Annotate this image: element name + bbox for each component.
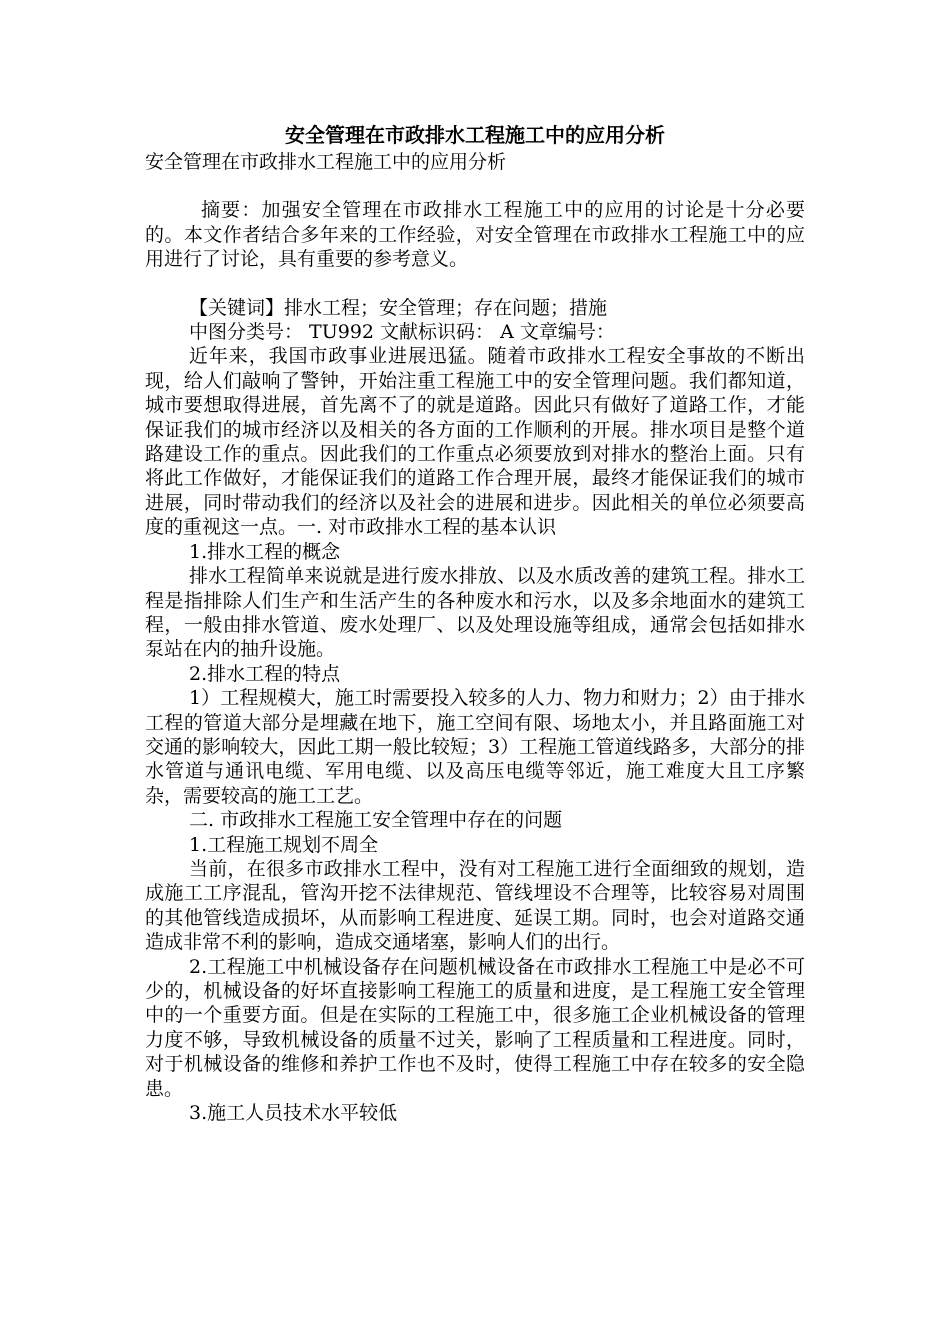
spacer: [145, 174, 805, 198]
keywords-line: 【关键词】排水工程；安全管理；存在问题；措施: [189, 296, 608, 319]
chapter-heading: 二. 市政排水工程施工安全管理中存在的问题: [189, 809, 563, 832]
section-heading: 2.排水工程的特点: [189, 662, 341, 685]
intro-paragraph: 近年来，我国市政事业进展迅猛。随着市政排水工程安全事故的不断出现，给人们敲响了警钟，开始注重工程施工中的安全管理问题。我们都知道，城市要想取得进展，首先离不了的就是道路。因此只有做好了道路工作，才能保证我们的城市经济以及相关的各方面的工作顺利的开展。排水项目是整个道路建设工作的重点。因此我们的工作重点必须要放到对排水的整治上面。只有将此工作做好，才能保证我们的道路工作合理开展，最终才能保证我们的城市进展，同时带动我们的经济以及社会的进展和进步。因此相关的单位必须要高度的重视这一点。一. 对市政排水工程的基本认识: [145, 345, 805, 539]
section-heading: 1.排水工程的概念: [189, 540, 341, 563]
abstract-paragraph: 摘要：加强安全管理在市政排水工程施工中的应用的讨论是十分必要的。本文作者结合多年来的工作经验，对安全管理在市政排水工程施工中的应用进行了讨论，具有重要的参考意义。: [145, 199, 805, 271]
section-heading: 3.施工人员技术水平较低: [189, 1102, 398, 1125]
body-paragraph: 2.工程施工中机械设备存在问题机械设备在市政排水工程施工中是必不可少的，机械设备的好坏直接影响工程施工的质量和进度，是工程施工安全管理中的一个重要方面。但是在实际的工程施工中，很多施工企业机械设备的管理力度不够，导致机械设备的质量不过关，影响了工程质量和工程进度。同时，对于机械设备的维修和养护工作也不及时，使得工程施工中存在较多的安全隐患。: [145, 955, 805, 1100]
body-paragraph: 排水工程简单来说就是进行废水排放、以及水质改善的建筑工程。排水工程是指排除人们生产和生活产生的各种废水和污水，以及多余地面水的建筑工程，一般由排水管道、废水处理厂、以及处理设施等组成，通常会包括如排水泵站在内的抽升设施。: [145, 565, 805, 661]
body-paragraph: 1）工程规模大，施工时需要投入较多的人力、物力和财力；2）由于排水工程的管道大部分是埋藏在地下，施工空间有限、场地太小，并且路面施工对交通的影响较大，因此工期一般比较短；3）工程施工管道线路多，大部分的排水管道与通讯电缆、军用电缆、以及高压电缆等邻近，施工难度大且工序繁杂，需要较高的施工工艺。: [145, 687, 805, 807]
section-heading: 1.工程施工规划不周全: [189, 833, 379, 856]
document-subtitle: 安全管理在市政排水工程施工中的应用分析: [145, 151, 507, 173]
spacer: [145, 272, 805, 296]
document-title: 安全管理在市政排水工程施工中的应用分析: [285, 123, 665, 147]
document-page: [145, 120, 805, 1125]
classification-line: 中图分类号： TU992 文献标识码： A 文章编号：: [189, 321, 615, 344]
body-paragraph: 当前，在很多市政排水工程中，没有对工程施工进行全面细致的规划，造成施工工序混乱，管沟开挖不法律规范、管线埋设不合理等，比较容易对周围的其他管线造成损坏，从而影响工程进度、延误工期。同时，也会对道路交通造成非常不利的影响，造成交通堵塞，影响人们的出行。: [145, 857, 805, 954]
